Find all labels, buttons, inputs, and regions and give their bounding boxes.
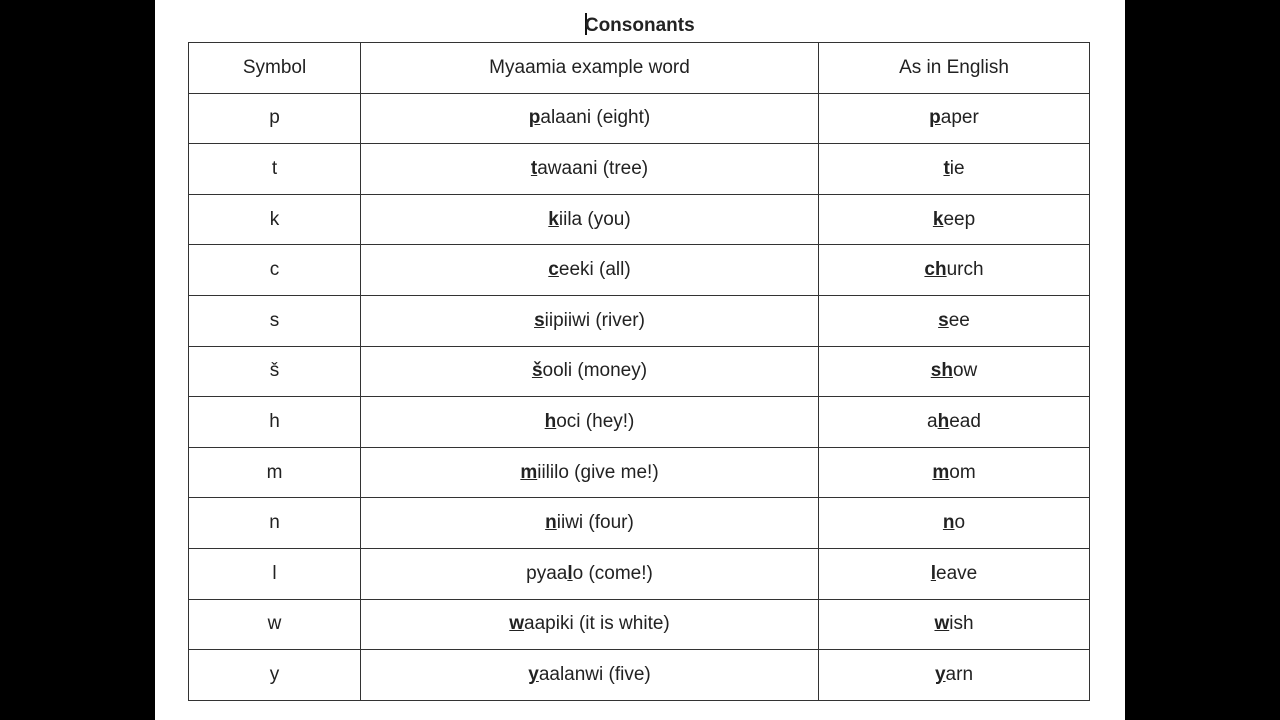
english-cell: [819, 498, 1090, 549]
word-part: awaani (tree): [537, 157, 649, 179]
example-word-cell: [361, 245, 819, 296]
english-part-highlight: ch: [924, 259, 947, 281]
english-part-highlight: y: [934, 663, 946, 685]
english-part-highlight: m: [932, 461, 950, 483]
english-cell: [819, 144, 1090, 195]
word-part-highlight: m: [520, 461, 538, 483]
english-cell: [819, 194, 1090, 245]
symbol-cell: n: [189, 498, 361, 549]
english-part: eave: [936, 562, 978, 584]
word-part: aapiki (it is white): [524, 613, 670, 635]
word-part: eeki (all): [558, 259, 631, 281]
english-part-highlight: n: [942, 512, 955, 534]
english-part: ead: [949, 410, 981, 432]
english-part: om: [949, 461, 976, 483]
word-part-highlight: c: [548, 259, 559, 281]
symbol-cell: t: [189, 144, 361, 195]
symbol-cell: h: [189, 397, 361, 448]
english-part: a: [927, 410, 938, 432]
example-word-cell: [361, 397, 819, 448]
english-cell: [819, 599, 1090, 650]
word-part-highlight: l: [567, 562, 573, 584]
table-row: [189, 498, 1090, 549]
english-cell: [819, 447, 1090, 498]
table-row: [189, 245, 1090, 296]
symbol-cell: š: [189, 346, 361, 397]
symbol-cell: k: [189, 194, 361, 245]
english-part-highlight: k: [932, 208, 944, 230]
word-part-highlight: h: [544, 410, 557, 432]
word-part-highlight: s: [534, 309, 545, 331]
symbol-cell: w: [189, 599, 361, 650]
example-word-cell: [361, 144, 819, 195]
word-part: ooli (money): [542, 360, 648, 382]
word-part-highlight: k: [548, 208, 559, 230]
table-row: [189, 447, 1090, 498]
word-part: iililo (give me!): [537, 461, 659, 483]
example-word-cell: [361, 548, 819, 599]
english-part: ee: [948, 309, 970, 331]
example-word-cell: [361, 93, 819, 144]
english-part: ie: [949, 157, 965, 179]
english-part: urch: [946, 259, 984, 281]
word-part: iipiiwi (river): [544, 309, 645, 331]
table-row: [189, 650, 1090, 701]
table-row: [189, 397, 1090, 448]
header-symbol: Symbol: [189, 43, 361, 94]
word-part: oci (hey!): [556, 410, 635, 432]
english-cell: [819, 93, 1090, 144]
table-row: [189, 346, 1090, 397]
table-row: [189, 194, 1090, 245]
table-row: [189, 144, 1090, 195]
example-word-cell: [361, 447, 819, 498]
example-word-cell: [361, 295, 819, 346]
symbol-cell: c: [189, 245, 361, 296]
consonants-table: [188, 42, 1090, 701]
english-part: ish: [949, 613, 974, 635]
table-row: [189, 599, 1090, 650]
english-cell: [819, 397, 1090, 448]
english-part-highlight: t: [943, 157, 950, 179]
word-part: aalanwi (five): [538, 663, 651, 685]
english-part-highlight: sh: [930, 360, 953, 382]
symbol-cell: s: [189, 295, 361, 346]
table-header-row: [189, 43, 1090, 94]
english-cell: [819, 548, 1090, 599]
example-word-cell: [361, 599, 819, 650]
word-part: iiwi (four): [556, 512, 634, 534]
example-word-cell: [361, 498, 819, 549]
english-part-highlight: s: [938, 309, 949, 331]
document-page: [155, 0, 1125, 720]
english-part: arn: [945, 663, 974, 685]
english-cell: [819, 295, 1090, 346]
english-part: ow: [952, 360, 978, 382]
english-part-highlight: w: [934, 613, 950, 635]
english-part-highlight: p: [929, 107, 941, 129]
table-row: [189, 548, 1090, 599]
table-row: [189, 295, 1090, 346]
english-part-highlight: l: [930, 562, 937, 584]
example-word-cell: [361, 650, 819, 701]
english-part: o: [954, 512, 966, 534]
word-part-highlight: š: [531, 360, 543, 382]
table-row: [189, 93, 1090, 144]
word-part: o (come!): [572, 562, 653, 584]
word-part: alaani (eight): [540, 107, 651, 129]
word-part-highlight: t: [530, 157, 538, 179]
page-title: [155, 13, 1125, 37]
english-part: eep: [943, 208, 976, 230]
symbol-cell: m: [189, 447, 361, 498]
english-part-highlight: h: [937, 410, 950, 432]
english-part: aper: [940, 107, 979, 129]
word-part-highlight: w: [509, 613, 525, 635]
english-cell: [819, 346, 1090, 397]
example-word-cell: [361, 346, 819, 397]
symbol-cell: y: [189, 650, 361, 701]
example-word-cell: [361, 194, 819, 245]
header-english: As in English: [819, 43, 1090, 94]
english-cell: [819, 245, 1090, 296]
title-text: Consonants: [584, 15, 695, 36]
word-part-highlight: y: [528, 663, 539, 685]
word-part: pyaa: [526, 562, 568, 584]
word-part-highlight: n: [545, 512, 557, 534]
header-example-word: Myaamia example word: [361, 43, 819, 94]
symbol-cell: p: [189, 93, 361, 144]
english-cell: [819, 650, 1090, 701]
word-part: iila (you): [558, 208, 631, 230]
symbol-cell: l: [189, 548, 361, 599]
word-part-highlight: p: [528, 107, 541, 129]
